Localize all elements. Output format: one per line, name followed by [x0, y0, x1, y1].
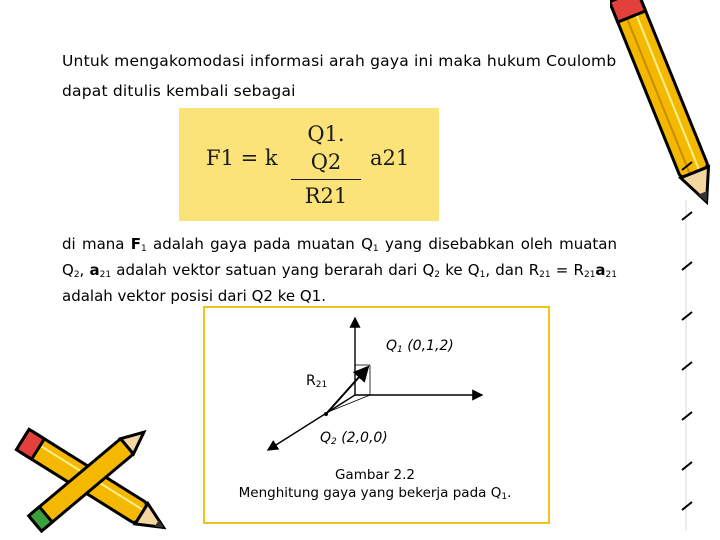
pencil-icon	[610, 0, 720, 540]
desc-text: , dan R	[485, 261, 540, 279]
q2-letter: Q	[320, 430, 332, 446]
intro-line-1: Untuk mengakomodasi informasi arah gaya ini maka hukum Coulomb	[62, 52, 617, 70]
q1-letter: Q	[386, 338, 398, 354]
desc-sub: 1	[141, 244, 147, 254]
desc-text: ,	[79, 261, 90, 279]
desc-sub: 21	[99, 270, 112, 280]
desc-text: yang disebabkan oleh muatan Q	[62, 235, 617, 279]
desc-sub: 2	[73, 270, 80, 280]
caption-sub: 1	[501, 492, 508, 502]
q2-sub: 2	[331, 437, 337, 447]
desc-text: adalah vektor satuan yang berarah dari Q	[111, 261, 435, 279]
desc-sub: 1	[372, 244, 379, 254]
desc-text: ke Q	[440, 261, 480, 279]
formula-numerator: Q1. Q2	[307, 122, 345, 174]
desc-sub: 21	[605, 270, 617, 280]
q1-coords: (0,1,2)	[402, 338, 454, 354]
caption-end: .	[507, 485, 512, 501]
desc-text: = R	[550, 261, 584, 279]
formula-lhs: F1 = k	[206, 146, 278, 170]
r-letter: R	[306, 373, 316, 389]
desc-bold-a: a	[89, 261, 100, 279]
desc-sub: 1	[479, 270, 486, 280]
r21-vector	[326, 367, 368, 414]
caption-text: Menghitung gaya yang bekerja pada Q	[238, 485, 502, 501]
pencils-icon	[0, 420, 200, 540]
desc-bold-f: F	[130, 235, 142, 253]
q2-label	[320, 430, 388, 446]
desc-bold-a: a	[595, 261, 606, 279]
desc-sub: 2	[434, 270, 440, 280]
desc-text: adalah vektor posisi dari Q2 ke Q1.	[62, 287, 326, 305]
q2-coords: (2,0,0)	[336, 430, 388, 446]
formula-denominator: R21	[304, 184, 348, 208]
intro-line-2: dapat ditulis kembali sebagai	[62, 82, 296, 100]
q2-point	[324, 412, 328, 416]
r21-label	[306, 373, 327, 389]
q1-label	[386, 338, 454, 354]
q1-sub: 1	[397, 345, 403, 355]
figure-caption	[205, 466, 545, 504]
r-sub: 21	[315, 380, 328, 390]
caption-line-1: Gambar 2.2	[334, 467, 416, 483]
desc-text: di mana	[62, 235, 131, 253]
caption-line-2	[205, 484, 545, 504]
desc-text: adalah gaya pada muatan Q	[146, 235, 373, 253]
formula-rhs: a21	[370, 146, 410, 170]
desc-sub: 21	[583, 270, 596, 280]
desc-sub: 21	[539, 270, 551, 280]
